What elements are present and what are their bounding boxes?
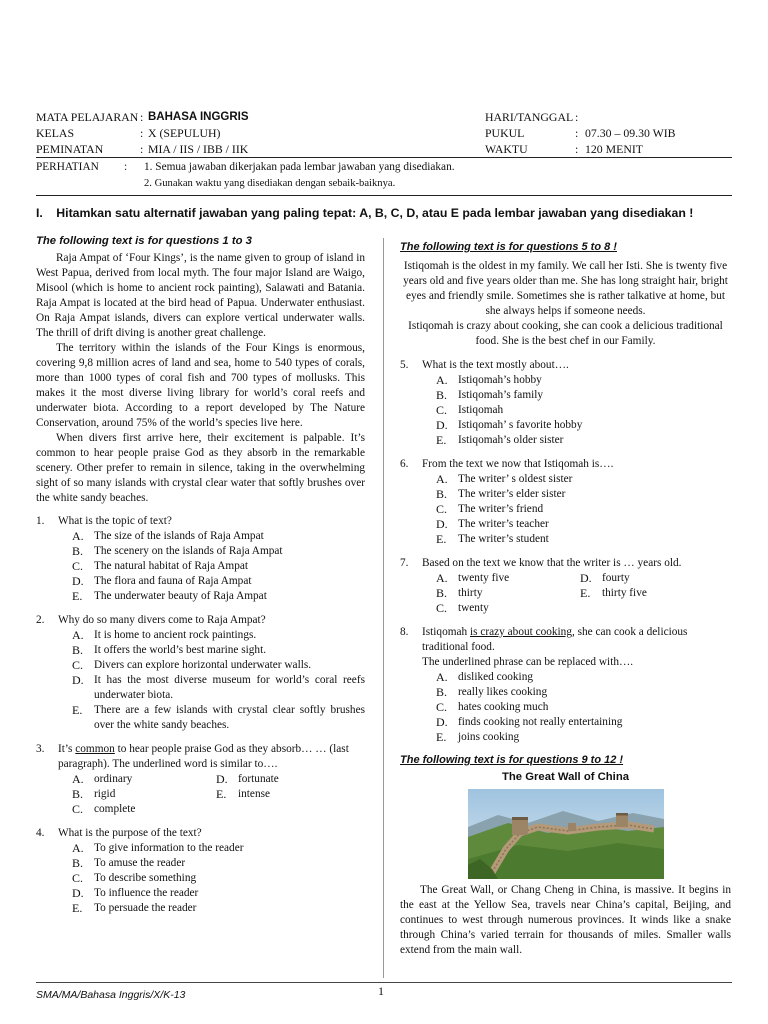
passage-2-heading: The following text is for questions 5 to 8 !: [400, 241, 617, 253]
question-stem: Why do so many divers come to Raja Ampat?: [58, 614, 266, 626]
date-label: HARI/TANGGAL: [485, 110, 574, 124]
question-stem: It’s common to hear people praise God as they absorb… … (last paragraph). The underlined word is similar to….: [58, 743, 349, 770]
section-number: I.: [36, 206, 43, 220]
duration-value: 120 MENIT: [585, 142, 643, 156]
answer-option[interactable]: D. The writer’s teacher: [436, 517, 549, 531]
passage-1-paragraph: Raja Ampat of ‘Four Kings’, is the name given to group of island in West Papua, derived from local myth. The four major Island are Waigo, Misool (which is home to ancient rock painting), Salawati and Batania. Raja Ampat is located at the bird head of Papua. Underwater enthusiast. On Raja Ampat islands, divers can explore vertical underwater walls. The thrill of drift diving is another great challenge.: [36, 252, 365, 339]
question-stem: What is the purpose of the text?: [58, 827, 202, 839]
passage-3-heading: The following text is for questions 9 to 12 !: [400, 754, 624, 766]
question-5: 5. What is the text mostly about…. A. Istiqomah’s hobby B. Istiqomah’s family C. Istiqomah D. Istiqomah’ s favorite hobby E. Istiqomah’s older sister: [400, 358, 731, 448]
answer-option[interactable]: D. finds cooking not really entertaining: [436, 715, 623, 729]
header-row-1: MATA PELAJARAN : BAHASA INGGRIS HARI/TANGGAL :: [36, 110, 579, 124]
passage-3-title: The Great Wall of China: [502, 771, 629, 783]
duration-label: WAKTU: [485, 142, 528, 156]
passage-3-paragraph: The Great Wall, or Chang Cheng in China, is massive. It begins in the east at the Yellow Sea, travels near China’s capital, Beijing, and continues to west through numerous provinces. It winds like a snake through China’s varied terrain for thousands of miles. Smaller walls extend from the main wall.: [400, 884, 731, 956]
question-stem: Based on the text we know that the writer is … years old.: [422, 557, 682, 569]
great-wall-illustration: [468, 789, 664, 879]
question-6: 6. From the text we now that Istiqomah is…. A. The writer’ s oldest sister B. The writer’s elder sister C. The writer’s friend D. The writer’s teacher E. The writer’s student: [400, 457, 731, 547]
answer-option[interactable]: A. disliked cooking: [436, 670, 533, 684]
answer-option[interactable]: B. To amuse the reader: [72, 856, 186, 870]
answer-option[interactable]: B. really likes cooking: [436, 685, 548, 699]
left-column: [36, 234, 365, 916]
right-column: [400, 240, 731, 958]
notice-divider: [36, 195, 732, 196]
passage-2-paragraph: Istiqomah is the oldest in my family. We call her Isti. She is twenty five years old and five years older than me. She has long straight hair, bright eyes and friendly smile. Sometimes she is rather talkative at home, but she always helps if someone needs.: [403, 260, 728, 317]
question-2: 2. Why do so many divers come to Raja Ampat? A. It is home to ancient rock paintings. B. It offers the world’s best marine sight. C. Divers can explore horizontal underwater walls. D. It has the most diverse museum for world’s coral reefs underwater biota. E. There are a few islands with crystal clear softly brushes over the white sandy beaches.: [36, 614, 365, 731]
section-instruction: [36, 206, 736, 221]
answer-option[interactable]: D. It has the most diverse museum for world’s coral reefs underwater biota.: [72, 673, 365, 701]
answer-option[interactable]: E. intense: [216, 787, 270, 801]
section-instruction-text: Hitamkan satu alternatif jawaban yang paling tepat: A, B, C, D, atau E pada lembar jawaban yang disediakan !: [56, 206, 694, 220]
question-3: 3. It’s common to hear people praise God as they absorb… … (last paragraph). The underlined word is similar to…. A. ordinary D. fortunate B. rigid E. intense C. complete: [36, 742, 365, 817]
answer-option[interactable]: E. joins cooking: [436, 730, 520, 744]
answer-option[interactable]: E. The writer’s student: [436, 532, 549, 546]
answer-option[interactable]: E. The underwater beauty of Raja Ampat: [72, 589, 267, 603]
great-wall-photo: [468, 789, 664, 879]
passage-1-paragraph: When divers first arrive here, their excitement is palpable. It’s common to hear people praise God as they absorb in the remarkable scenery. Other prefer to remain in silence, taking in the overwhelming sight of so many islands with crystal clear water that softly brushes over the white sandy beaches.: [36, 432, 365, 504]
class-label: KELAS: [36, 126, 75, 140]
answer-option[interactable]: A. The size of the islands of Raja Ampat: [72, 529, 264, 543]
notice-2: 2. Gunakan waktu yang disediakan dengan sebaik-baiknya.: [144, 178, 396, 189]
answer-option[interactable]: B. Istiqomah’s family: [436, 388, 544, 402]
footer-code: SMA/MA/Bahasa Inggris/X/K-13: [36, 989, 186, 1001]
answer-option[interactable]: C. The writer’s friend: [436, 502, 544, 516]
passage-1-paragraph: The territory within the islands of the Four Kings is enormous, covering 9,8 million acres of land and sea, home to 540 types of corals, more than 1000 types of coral fish and 700 types of mollusks. This makes it the most diverse living library for world’s coral reefs and underwater biota. According to a report developed by The Nature Conservation, around 75% of the world’s species live here.: [36, 342, 365, 429]
answer-option[interactable]: E. Istiqomah’s older sister: [436, 433, 564, 447]
notice-label: PERHATIAN: [36, 161, 99, 173]
answer-option[interactable]: C. Divers can explore horizontal underwater walls.: [72, 658, 312, 672]
passage-2-paragraph: Istiqomah is crazy about cooking, she can cook a delicious traditional food. She is the best chef in our Family.: [408, 320, 723, 347]
header-row-2: KELAS : X (SEPULUH) PUKUL : 07.30 – 09.30 WIB: [36, 126, 676, 140]
answer-option[interactable]: C. hates cooking much: [436, 700, 549, 714]
question-stem: From the text we now that Istiqomah is….: [422, 458, 614, 470]
answer-option[interactable]: B. It offers the world’s best marine sight.: [72, 643, 267, 657]
answer-option[interactable]: A. Istiqomah’s hobby: [436, 373, 542, 387]
question-stem: What is the topic of text?: [58, 515, 172, 527]
answer-option[interactable]: D. fourty: [580, 571, 630, 585]
answer-option[interactable]: D. The flora and fauna of Raja Ampat: [72, 574, 252, 588]
answer-option[interactable]: D. To influence the reader: [72, 886, 199, 900]
question-7: 7. Based on the text we know that the writer is … years old. A. twenty five D. fourty B. thirty E. thirty five C. twenty: [400, 556, 731, 616]
answer-option[interactable]: E. thirty five: [580, 586, 647, 600]
question-substem: The underlined phrase can be replaced with….: [422, 656, 634, 668]
header-row-3: PEMINATAN : MIA / IIS / IBB / IIK WAKTU : 120 MENIT: [36, 142, 643, 156]
question-4: 4. What is the purpose of the text? A. To give information to the reader B. To amuse the reader C. To describe something D. To influence the reader E. To persuade the reader: [36, 826, 365, 916]
answer-option[interactable]: C. complete: [72, 802, 136, 816]
answer-option[interactable]: C. The natural habitat of Raja Ampat: [72, 559, 249, 573]
answer-option[interactable]: A. To give information to the reader: [72, 841, 244, 855]
class-value: X (SEPULUH): [148, 126, 221, 140]
answer-option[interactable]: A. ordinary: [72, 772, 133, 786]
answer-option[interactable]: B. The writer’s elder sister: [436, 487, 566, 501]
major-value: MIA / IIS / IBB / IIK: [148, 142, 249, 156]
answer-option[interactable]: C. Istiqomah: [436, 403, 504, 417]
question-stem: What is the text mostly about….: [422, 359, 569, 371]
header-divider: [36, 157, 732, 158]
underlined-phrase: is crazy about cooking: [470, 626, 572, 638]
notice-1: 1. Semua jawaban dikerjakan pada lembar jawaban yang disediakan.: [144, 161, 455, 173]
footer-divider: [36, 982, 732, 983]
time-label: PUKUL: [485, 126, 525, 140]
answer-option[interactable]: B. thirty: [436, 586, 483, 600]
passage-1-heading: The following text is for questions 1 to 3: [36, 235, 252, 247]
answer-option[interactable]: B. The scenery on the islands of Raja Ampat: [72, 544, 283, 558]
answer-option[interactable]: B. rigid: [72, 787, 116, 801]
answer-option[interactable]: E. To persuade the reader: [72, 901, 197, 915]
question-8: 8. Istiqomah is crazy about cooking, she can cook a delicious traditional food. The underlined phrase can be replaced with…. A. disliked cooking B. really likes cooking C. hates cooking much D. finds cooking not really entertaining E. joins cooking: [400, 625, 731, 745]
answer-option[interactable]: D. fortunate: [216, 772, 279, 786]
answer-option[interactable]: C. twenty: [436, 601, 489, 615]
answer-option[interactable]: C. To describe something: [72, 871, 197, 885]
question-stem: Istiqomah is crazy about cooking, she can cook a delicious traditional food.: [422, 626, 688, 653]
subject-label: MATA PELAJARAN: [36, 110, 139, 124]
answer-option[interactable]: A. The writer’ s oldest sister: [436, 472, 573, 486]
answer-option[interactable]: D. Istiqomah’ s favorite hobby: [436, 418, 583, 432]
answer-option[interactable]: A. It is home to ancient rock paintings.: [72, 628, 257, 642]
major-label: PEMINATAN: [36, 142, 104, 156]
column-divider: [383, 238, 384, 978]
underlined-word: common: [75, 743, 115, 755]
subject-value: BAHASA INGGRIS: [148, 111, 249, 123]
answer-option[interactable]: A. twenty five: [436, 571, 510, 585]
page-number: 1: [378, 984, 384, 998]
time-value: 07.30 – 09.30 WIB: [585, 126, 676, 140]
question-1: 1. What is the topic of text? A. The size of the islands of Raja Ampat B. The scenery on the islands of Raja Ampat C. The natural habitat of Raja Ampat D. The flora and fauna of Raja Ampat E. The underwater beauty of Raja Ampat: [36, 514, 365, 604]
answer-option[interactable]: E. There are a few islands with crystal clear softly brushes over the white sandy beaches.: [72, 703, 365, 731]
